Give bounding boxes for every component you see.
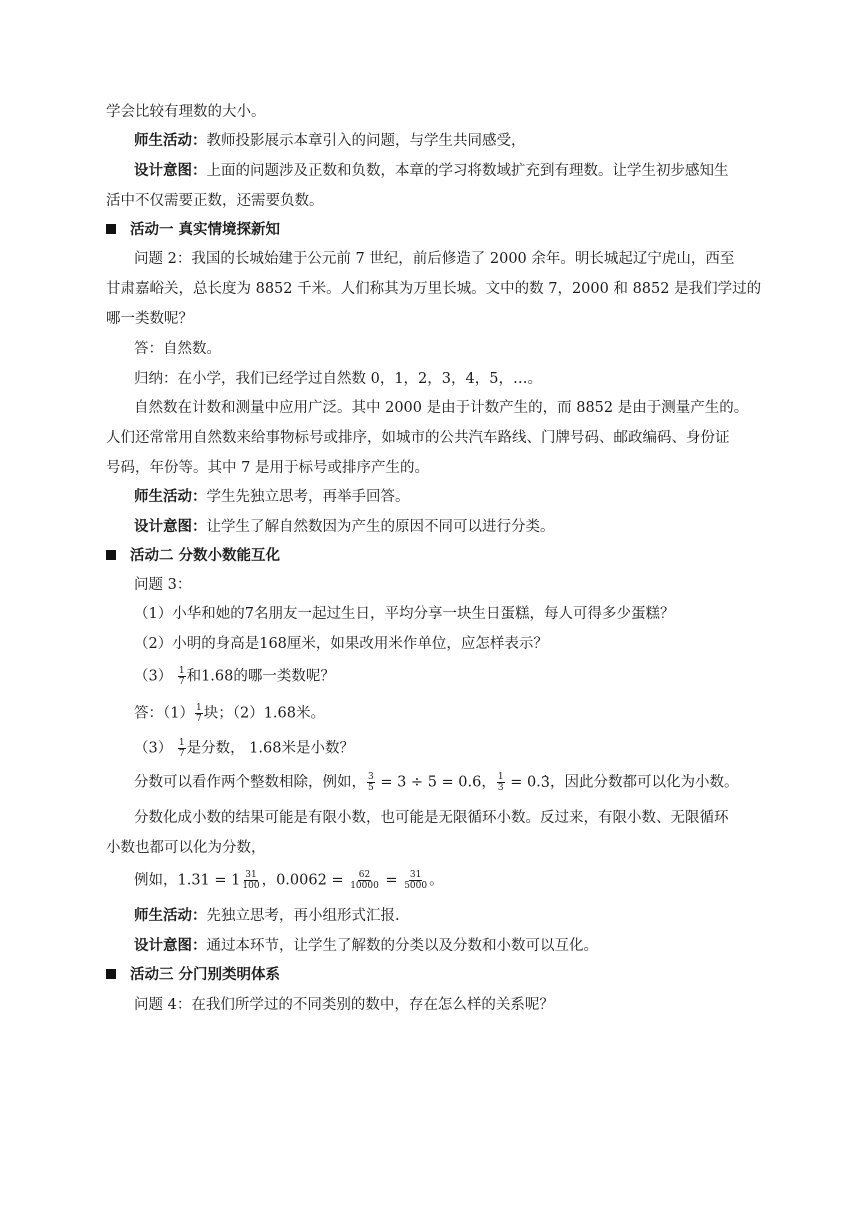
paragraph-line: 归纳：在小学，我们已经学过自然数 0，1，2，3，4，5，…。 bbox=[134, 371, 542, 387]
square-bullet-icon bbox=[106, 224, 116, 234]
section-heading: 活动三 分门别类明体系 bbox=[106, 965, 280, 985]
paragraph-line: （2）小明的身高是168厘米，如果改用米作单位，应怎样表示？ bbox=[134, 636, 548, 652]
paragraph-line: 哪一类数呢？ bbox=[106, 311, 193, 327]
paragraph-line: 分数化成小数的结果可能是有限小数，也可能是无限循环小数。反过来，有限小数、无限循环 bbox=[134, 810, 729, 826]
paragraph-line: 问题 3： bbox=[134, 577, 192, 593]
fraction-62-10000: $\frac{62}{10000}$ bbox=[350, 870, 379, 891]
line-text: 学生先独立思考，再举手回答。 bbox=[206, 489, 410, 505]
fraction-three-fifths: $\frac{3}{5}$ bbox=[368, 772, 374, 793]
paragraph-line bbox=[134, 906, 400, 926]
line-text: 让学生了解自然数因为产生的原因不同可以进行分类。 bbox=[206, 519, 555, 535]
label-design-intent: 设计意图： bbox=[134, 937, 207, 954]
label-teacher-student-activity: 师生活动： bbox=[134, 907, 207, 924]
paragraph-line: 活中不仅需要正数，还需要负数。 bbox=[106, 193, 324, 209]
paragraph-line: 问题 4：在我们所学过的不同类别的数中，存在怎么样的关系呢？ bbox=[134, 997, 554, 1013]
paragraph-line: （3） $\frac{1}{7}$ 是分数， 1.68米是小数？ bbox=[134, 738, 354, 759]
paragraph-line: 分数可以看作两个整数相除，例如， $\frac{3}{5}$ = 3 ÷ 5 = 0.6， $\frac{1}{3}$ = 0.3 ·，因此分数都可以化为小数。 bbox=[134, 772, 739, 793]
repeating-digit: 3 · bbox=[541, 775, 550, 791]
paragraph-line bbox=[134, 161, 729, 181]
label-teacher-student-activity: 师生活动： bbox=[134, 488, 207, 505]
line-text: 教师投影展示本章引入的问题，与学生共同感受， bbox=[206, 133, 526, 149]
fraction-31-5000: $\frac{31}{5000}$ bbox=[404, 870, 428, 891]
fraction-31-100: $\frac{31}{100}$ bbox=[242, 870, 260, 891]
square-bullet-icon bbox=[106, 969, 116, 979]
square-bullet-icon bbox=[106, 550, 116, 560]
paragraph-line: 人们还常常用自然数来给事物标号或排序，如城市的公共汽车路线、门牌号码、邮政编码、身份证 bbox=[106, 430, 730, 446]
paragraph-line bbox=[134, 936, 598, 956]
label-design-intent: 设计意图： bbox=[134, 518, 207, 535]
paragraph-line: 例如，1.31 = 1 $\frac{31}{100}$ ，0.0062 = $\frac{62}{10000}$ = $\frac{31}{5000}$ 。 bbox=[134, 870, 444, 891]
paragraph-line: 学会比较有理数的大小。 bbox=[106, 104, 266, 120]
paragraph-line: 问题 2：我国的长城始建于公元前 7 世纪，前后修造了 2000 余年。明长城起辽宁虎山，西至 bbox=[134, 251, 735, 267]
paragraph-line: 号码，年份等。其中 7 是用于标号或排序产生的。 bbox=[106, 460, 429, 476]
paragraph-line: 答：（1） $\frac{1}{7}$ 块；（2）1.68米。 bbox=[134, 703, 325, 724]
line-text: 先独立思考，再小组形式汇报. bbox=[206, 908, 400, 924]
line-text: 通过本环节，让学生了解数的分类以及分数和小数可以互化。 bbox=[206, 938, 598, 954]
label-design-intent: 设计意图： bbox=[134, 162, 207, 179]
section-heading: 活动一 真实情境探新知 bbox=[106, 220, 280, 240]
paragraph-line: 小数也都可以化为分数， bbox=[106, 840, 266, 856]
fraction-one-seventh: $\frac{1}{7}$ bbox=[178, 738, 185, 759]
fraction-one-third: $\frac{1}{3}$ bbox=[497, 772, 504, 793]
line-text: 上面的问题涉及正数和负数，本章的学习将数域扩充到有理数。让学生初步感知生 bbox=[206, 163, 729, 179]
fraction-one-seventh: $\frac{1}{7}$ bbox=[195, 703, 202, 724]
paragraph-line: 甘肃嘉峪关，总长度为 8852 千米。人们称其为万里长城。文中的数 7，2000 和 8852 是我们学过的 bbox=[106, 281, 762, 297]
section-heading: 活动二 分数小数能互化 bbox=[106, 546, 280, 566]
paragraph-line: 答：自然数。 bbox=[134, 341, 221, 357]
paragraph-line: （1）小华和她的7名朋友一起过生日，平均分享一块生日蛋糕，每人可得多少蛋糕？ bbox=[134, 606, 675, 622]
paragraph-line: （3） $\frac{1}{7}$ 和1.68的哪一类数呢？ bbox=[134, 666, 335, 687]
fraction-one-seventh: $\frac{1}{7}$ bbox=[178, 666, 185, 687]
paragraph-line bbox=[134, 487, 410, 507]
label-teacher-student-activity: 师生活动： bbox=[134, 132, 207, 149]
paragraph-line bbox=[134, 517, 555, 537]
paragraph-line bbox=[134, 131, 526, 151]
paragraph-line: 自然数在计数和测量中应用广泛。其中 2000 是由于计数产生的，而 8852 是由于测量产生的。 bbox=[134, 400, 749, 416]
